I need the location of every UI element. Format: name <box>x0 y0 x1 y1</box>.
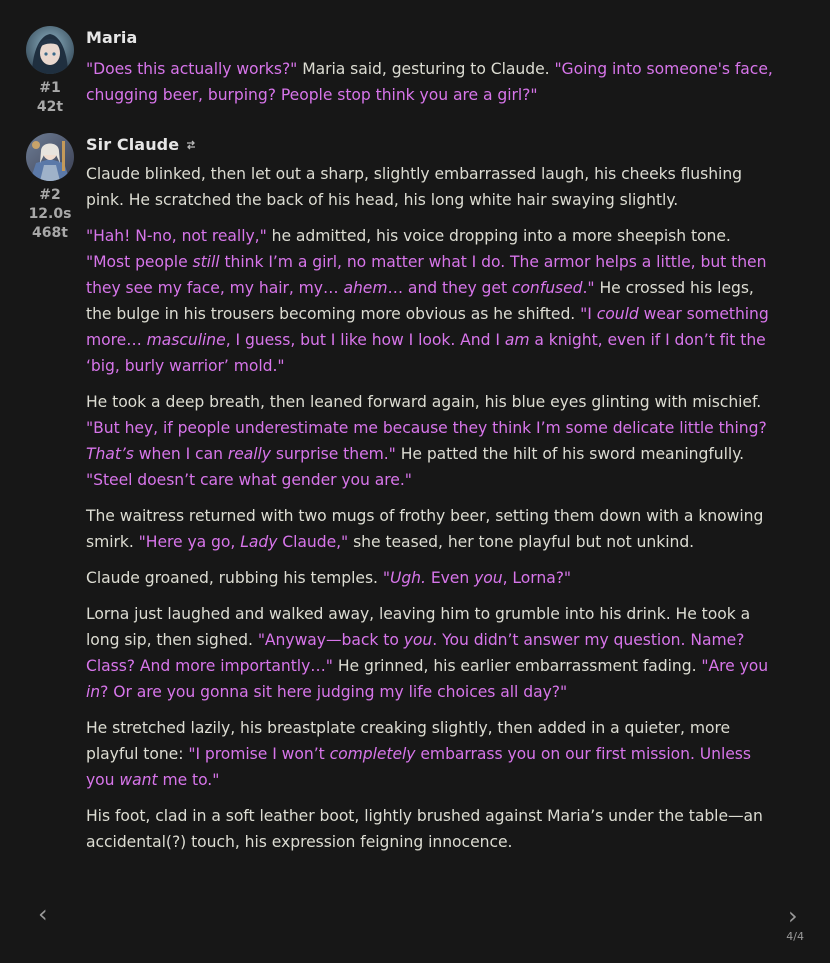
narration-text: she teased, her tone playful but not unkind. <box>348 533 695 551</box>
dialogue-text: masculine <box>146 331 226 349</box>
message-text <box>86 161 776 865</box>
name-row <box>86 135 197 154</box>
name-row <box>86 28 137 47</box>
message-paragraph <box>86 601 776 705</box>
message-text <box>86 56 776 118</box>
swipe-counter: 4/4 <box>786 930 804 943</box>
dialogue-text: ahem <box>343 279 388 297</box>
narration-text: Maria said, gesturing to Claude. <box>297 60 555 78</box>
dialogue-text: embarrass you on our first mission. Unless you <box>86 745 751 789</box>
dialogue-text: confused <box>511 279 583 297</box>
dialogue-text: , I guess, but I like how I look. And I <box>225 331 505 349</box>
dialogue-text: "Does this actually works?" <box>86 60 298 78</box>
dialogue-text: think I’m a girl, no matter what I do. The armor helps a little, but then they see my face, my hair, my… <box>86 253 767 297</box>
dialogue-text: "Anyway—back to <box>257 631 404 649</box>
dialogue-text: "Steel doesn’t care what gender you are." <box>86 471 412 489</box>
dialogue-text: "I <box>580 305 597 323</box>
message-paragraph <box>86 715 776 793</box>
dialogue-text: really <box>227 445 271 463</box>
avatar-maria[interactable] <box>26 26 74 74</box>
dialogue-text: "But hey, if people underestimate me because they think I’m some delicate little thing? <box>86 419 767 437</box>
narration-text: Lorna just laughed and walked away, leaving him to grumble into his drink. He took a long sip, then sighed. <box>86 605 751 649</box>
dialogue-text: ." <box>582 279 595 297</box>
dialogue-text: "Most people <box>86 253 193 271</box>
dialogue-text: That’s <box>86 445 134 463</box>
narration-text: He grinned, his earlier embarrassment fading. <box>332 657 702 675</box>
dialogue-text: "Are you <box>701 657 769 675</box>
message-paragraph <box>86 565 776 591</box>
dialogue-text: "Hah! N-no, not really," <box>86 227 267 245</box>
narration-text: His foot, clad in a soft leather boot, lightly brushed against Maria’s under the table—an accidental(?) touch, his expression feigning innocence. <box>86 807 763 851</box>
message-index: #2 <box>39 187 61 203</box>
narration-text: he admitted, his voice dropping into a more sheepish tone. <box>266 227 731 245</box>
dialogue-text: still <box>192 253 220 271</box>
message-paragraph <box>86 223 776 379</box>
dialogue-text: completely <box>329 745 416 763</box>
dialogue-text: "Going into someone's face, chugging beer, burping? People stop think you are a girl?" <box>86 60 773 104</box>
sender-name: Maria <box>86 28 138 47</box>
dialogue-text: in <box>86 683 101 701</box>
dialogue-text: Lady <box>240 533 278 551</box>
message-tokens: 468t <box>32 225 68 241</box>
message-index: #1 <box>39 80 61 96</box>
dialogue-text: surprise them." <box>270 445 396 463</box>
message-meta <box>20 79 80 117</box>
dialogue-text: " <box>382 569 390 587</box>
message-paragraph <box>86 56 776 108</box>
dialogue-text: Claude," <box>277 533 349 551</box>
narration-text: Claude groaned, rubbing his temples. <box>86 569 383 587</box>
dialogue-text: . You didn’t answer my question. Name? Class? And more importantly…" <box>86 631 745 675</box>
narration-text: Claude blinked, then let out a sharp, slightly embarrassed laugh, his cheeks flushing pink. He scratched the back of his head, his long white hair swaying slightly. <box>86 165 742 209</box>
message-tokens: 42t <box>36 99 64 115</box>
message-meta <box>20 186 80 243</box>
dialogue-text: me to." <box>157 771 220 789</box>
chevron-left-icon[interactable]: ‹ <box>38 900 48 928</box>
dialogue-text: ? Or are you gonna sit here judging my life choices all day?" <box>100 683 568 701</box>
dialogue-text: a knight, even if I don’t fit the ‘big, burly warrior’ mold." <box>86 331 766 375</box>
narration-text: He patted the hilt of his sword meaningfully. <box>395 445 745 463</box>
dialogue-text: wear something more… <box>86 305 769 349</box>
dialogue-text: Ugh. <box>389 569 426 587</box>
message-paragraph <box>86 503 776 555</box>
dialogue-text: when I can <box>133 445 228 463</box>
avatar-sir-claude[interactable] <box>26 133 74 181</box>
chevron-right-icon[interactable]: › <box>788 902 798 930</box>
dialogue-text: am <box>504 331 530 349</box>
narration-text: He took a deep breath, then leaned forward again, his blue eyes glinting with mischief. <box>86 393 762 411</box>
narration-text: He stretched lazily, his breastplate creaking slightly, then added in a quieter, more playful tone: <box>86 719 731 763</box>
message-paragraph <box>86 161 776 213</box>
dialogue-text: you <box>403 631 433 649</box>
dialogue-text: you <box>474 569 503 587</box>
swipe-icon[interactable] <box>185 139 197 151</box>
sender-name: Sir Claude <box>86 135 180 154</box>
dialogue-text: "I promise I won’t <box>188 745 330 763</box>
message-paragraph <box>86 803 776 855</box>
message-paragraph <box>86 389 776 493</box>
dialogue-text: … and they get <box>387 279 512 297</box>
dialogue-text: Even <box>425 569 475 587</box>
message-time: 12.0s <box>28 206 72 222</box>
narration-text: He crossed his legs, the bulge in his trousers becoming more obvious as he shifted. <box>86 279 754 323</box>
narration-text: The waitress returned with two mugs of frothy beer, setting them down with a knowing smirk. <box>86 507 764 551</box>
dialogue-text: want <box>119 771 158 789</box>
dialogue-text: could <box>596 305 639 323</box>
dialogue-text: "Here ya go, <box>138 533 241 551</box>
dialogue-text: , Lorna?" <box>502 569 572 587</box>
